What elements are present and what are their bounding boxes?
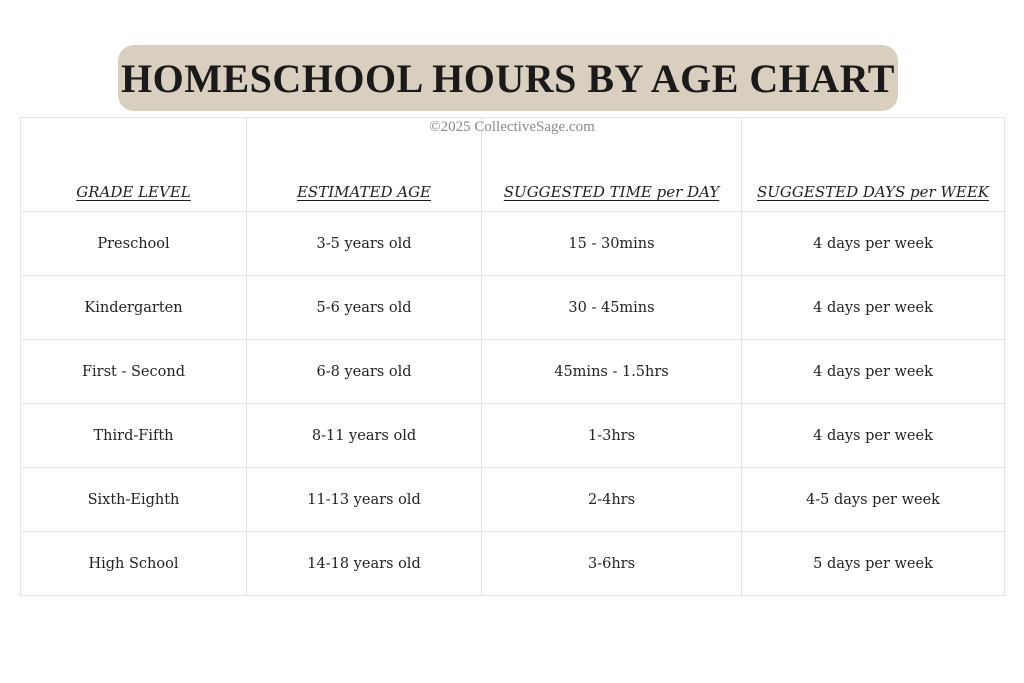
grade-cell: Sixth-Eighth [21,468,247,532]
table-row [21,212,1005,276]
header-time-per-day: SUGGESTED TIME per DAY [482,118,742,212]
time-cell: 15 - 30mins [482,212,742,276]
hours-table [20,117,1005,596]
time-cell: 1-3hrs [482,404,742,468]
time-cell: 2-4hrs [482,468,742,532]
days-cell: 4-5 days per week [742,468,1005,532]
days-cell: 5 days per week [742,532,1005,596]
grade-cell: Kindergarten [21,276,247,340]
table-row [21,276,1005,340]
time-cell: 3-6hrs [482,532,742,596]
grade-cell: First - Second [21,340,247,404]
table-row [21,340,1005,404]
time-cell: 45mins - 1.5hrs [482,340,742,404]
age-cell: 8-11 years old [247,404,482,468]
header-days-per-week: SUGGESTED DAYS per WEEK [742,118,1005,212]
page-title: HOMESCHOOL HOURS BY AGE CHART [121,55,895,101]
days-cell: 4 days per week [742,276,1005,340]
age-cell: 11-13 years old [247,468,482,532]
time-cell: 30 - 45mins [482,276,742,340]
age-cell: 14-18 years old [247,532,482,596]
days-cell: 4 days per week [742,212,1005,276]
days-cell: 4 days per week [742,340,1005,404]
table-row [21,468,1005,532]
header-estimated-age: ESTIMATED AGE [247,118,482,212]
header-grade-level: GRADE LEVEL [21,118,247,212]
grade-cell: Preschool [21,212,247,276]
table-row [21,532,1005,596]
age-cell: 5-6 years old [247,276,482,340]
table-row [21,404,1005,468]
grade-cell: High School [21,532,247,596]
grade-cell: Third-Fifth [21,404,247,468]
title-banner [118,45,898,111]
age-cell: 6-8 years old [247,340,482,404]
copyright-credit: ©2025 CollectiveSage.com [429,119,595,135]
days-cell: 4 days per week [742,404,1005,468]
age-cell: 3-5 years old [247,212,482,276]
